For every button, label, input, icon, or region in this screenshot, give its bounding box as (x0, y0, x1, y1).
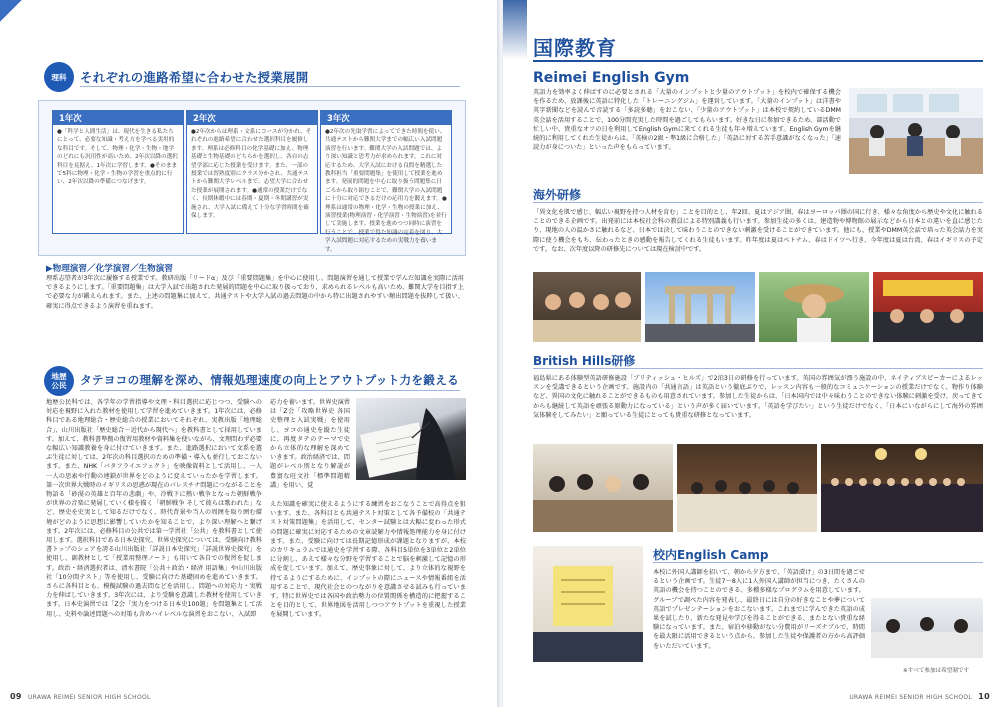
photo-hills-1 (533, 444, 673, 532)
classroom-group-illustration (533, 444, 673, 532)
exercise-heading: ▶物理演習／化学演習／生物演習 (46, 264, 173, 274)
civics-label: 地歴 公民 (44, 366, 74, 396)
year-heading: 1年次 (53, 111, 183, 125)
gym-text: 英語力を効率よく伸ばすのに必要とされる「大量のインプットと少量のアウトプット」を校内で確保する機会を作るため、放課後に英語に特化した「トレーニングジム」を運営しています。「大量のインプット」は洋書や英字新聞などを読んで音読する「多読多聴」をおこない、「少量のアウトプット」は本校で契約しているDMM英会話を活用することで、100分間充実した時間を過ごしてもらいます。好きな日に参加できるため、部活動で忙しい中、貴重なオフの日を利用してEnglish Gymに来てくれる生徒も年々増えています。English Gymを継続的に利用してくれた生徒からは、「英検の2級・準1級に合格した」「英語に対する苦手意識がなくなった」「速読力が身についた」といった声をもらっています。 (533, 89, 841, 152)
photo-gym (849, 88, 983, 174)
camp-text: 本校に外国人講師を招いて、朝から夕方まで、「英語漬け」の3日間を過ごせるという企画です。生徒7～8人に1人外国人講師が担当につき、たくさんの英語の機会を持つことのできる、多種多様なプログラムを用意しています。グループで調べた内容を発表し、最終日には自分の好きなことや夢について英語でプレゼンテーションをおこないます。これまでに学んできた英語の成果を試したり、新たな発見や学びを得ることができる、またとない貴重な経験になっています。また、宿泊や移動がない分費用がリーズナブルで、時間を最大限に活用できるという点から、参加した生徒や保護者の方から高評価をいただいています。 (653, 569, 865, 650)
year-text: ●2年次からは理系・文系にコースが分かれ、それぞれの進路希望に合わせた選択科目を履修します。理系は必修科目の化学基礎に加え、物理基礎と生物基礎のどちらかを選択し、各自の志望学部に応じた授業を受けます。また、一部の授業では習熟度別にクラス分かされ、共通テストから難関大学レベルまで、志望大学に合わせた授業が展開されます。●通常の授業だけでなく、長期休暇中には春期・夏期・冬期講習が実施され、大学入試に備えて十分な学習時間を確保します。 (191, 129, 312, 220)
photo-hills-3 (821, 444, 983, 532)
year-heading: 2年次 (187, 111, 317, 125)
portrait-illustration (759, 272, 869, 342)
workshop-illustration (871, 598, 983, 658)
photo-abroad-2 (645, 272, 755, 342)
left-footer (10, 692, 151, 701)
science-title-underline (80, 86, 460, 87)
year-text: ●2年次の先取学習によってできた時間を使い、共通テストから難関大学までの幅広い入試問題演習を行います。難関大学の入試問題では、より深い知識と思考力が求められます。これに対応するため、大学入試における良問を精選した教科担当「重要問題集」を使用して授業を進めます。発展的問題を中心に取り扱う問題集に日ごろから取り組むことで、難関大学の入試問題に十分に対応できるだけの応用力を鍛えます。●理系は通常の物理・化学・生物の授業に加え、演習授業(物理演習・化学演習・生物演習)を並行して実施します。授業を進めつつ同時に演習を行うことで、授業で得た知識の定着を図り、大学入試問題に対応するための実戦力を養います。 (325, 129, 447, 253)
classroom-illustration (849, 88, 983, 174)
group-photo-hall-illustration (821, 444, 983, 532)
right-page-number: 10 (978, 692, 990, 701)
civics-column-2b: えた知識を確実に使えるようにする練習をおこなうことで高得点を狙います。また、各科目とも共通テスト対策として各予備校の「共通テスト対策問題集」を活用して、センター試験とは大幅に変わった形式の問題に確実に対応するための文章読解力や情報処理能力を身に付けます。また、受験に向けては長期記憶形成が課題となりますが、本校のカリキュラムでは通史を学習する際、各科目5単位を3単位と2単位に分割し、あえて様々な分野を学習することで脳を刺激して記憶の形成を促しています。加えて、歴史事象に対して、より立体的な視野を持てるようにするために、インプットの際にニュースや情報番組を活用することで、現代社会とのつながりを意識させる試みも行っています。特に世界史では各国や政治勢力の位置関係を構造的に把握することを目的として、世界地図を活用しつつアウトプットを重視した授業を展開しています。 (270, 501, 466, 619)
civics-column-1: 地歴公民科では、各学年の学習指導や文理・科目選択に応じつつ、受験への対応を視野に入れた教材を使用して学習を進めていきます。1年次には、必修科目である地理総合・歴史総合の授業においてそれぞれ、実教出版「地理総合」、山川出版社「歴史総合－近代から現代へ」を教科書として採用しています。加えて、教科書準拠の復習用教材や資料集を使いながら、文理問わず必要な幅広い知識教養を身に付けていきます。また、進路選択において文系を選ぶ生徒に対しては、2年次の科目選択のための準備・導入も並行しておこないます。また、NHK「バタフライエフェクト」を映像資料として活用し、一人一人の思索や行動の連鎖が世界をどのように変えていったかを学習します。第一次世界大戦時のイギリスの思惑が現在のパレスチナ問題につながることを物語る「砂漠の英雄と百年の悲劇」や、冷戦下に熱い戦争となった朝鮮戦争が世界の音楽に発展していく様を描く「朝鮮戦争 そして彼らは歌われた」など、歴史を史実として知るだけでなく、時代背景や当人の周囲を取り囲む環境がどのように思想に影響していたかを知ることで、より深い理解へと繋げます。2年次には、必修科目の公共では第一学習社「公共」を教科書として使用します。選択科目である日本史探究、世界史探究については、受験向け教科書トップのシェアを誇る山川出版社「詳説日本史探究」「詳説世界史探究」を使用し、副教材として「授業用整理ノート」も用いて各自での復習を促します。政治・経済選択者は、清水書院「公共＋政治・経済 用語集」や山川出版社「10分間テスト」等を使用し、受験に向けた基礎固めを進めていきます。さらに各科目とも、模擬試験の過去問などを活用し、問題への対応力・実戦力を伸ばしていきます。3年次には、より受験を意識した教材を使用していきます。日本史演習では「Z会「実力をつける日本史100題」を問題集として活用し、史料や論述問題への対策も含めハイレベルな演習をおこない、入試即 (46, 399, 262, 618)
year-box-2 (186, 110, 318, 234)
photo-abroad-1 (533, 272, 641, 342)
abroad-heading: 海外研修 (533, 188, 582, 202)
photo-abroad-4 (873, 272, 983, 342)
hills-text: 福島県にある体験型英語研修施設「ブリティッシュ・ヒルズ」で2泊3日の研修を行っています。英国の雰囲気が漂う施設の中、ネイティブスピーカーによるレッスンを受講できるという企画です。施設内の「共通言語」は英語という徹底ぶりで、レッスン内容も一般的なコミュニケーションの授業だけでなく、物作り体験など、異国の文化に触れることができるものも用意されています。参加した生徒からは、「日本国内では中々味わうことのできない体験に刺激を受け、戻ってきてからも継続して英語を頑張る原動力になっている」という声が多く届いています。「英語を学びたい」という生徒だけでなく、「日本にいながらにして海外の雰囲気体験をしてみたい」と願っている生徒にとっても貴重な研修となっています。 (533, 375, 983, 419)
left-page (0, 0, 499, 707)
group-photo-illustration (533, 272, 641, 342)
hills-underline (533, 368, 983, 369)
international-title: 国際教育 (533, 36, 617, 60)
hills-heading: British Hills研修 (533, 354, 636, 368)
right-footer (849, 692, 990, 701)
gym-heading: Reimei English Gym (533, 70, 690, 86)
exercise-text: 理系志望者が3年次に履修する授業です。教研出版「リードα」及び「重要問題集」を中心に使用し、問題演習を通して授業で学んだ知識を実際に活用できるようにします。「重要問題集」は大学入試で出題された発展的問題を中心に取り扱っており、求められるレベルも高いため、難関大学を目指す上で必要な力が鍛えられます。また、上述の問題集に加えて、共通テストや大学入試の過去問題の中から特に出題されやすい頻出問題を抜粋して扱い、確実に得点できるよう演習を重ねます。 (46, 275, 464, 310)
presentation-illustration (533, 546, 643, 662)
photo-hills-2 (677, 444, 817, 532)
science-label: 理科 (44, 62, 74, 92)
camp-underline (653, 562, 983, 563)
photo-camp-1 (533, 546, 643, 662)
photo-writing (356, 398, 466, 480)
gate-illustration (645, 272, 755, 342)
corner-accent (0, 0, 22, 22)
left-school-name: URAWA REIMEI SENIOR HIGH SCHOOL (27, 694, 151, 701)
abroad-text: 「異文化を肌で感じ、幅広い視野を持つ人材を育む」ことを目的とし、年2回、夏はアジア圏、春はヨーロッパ圏の国に行き、様々な角度から歴史や文化に触れることのできる企画です。出発前には本校社会科の教員による特別講義も行います。参加生徒の多くは、建造物や博物館の展示などから日本との違いを直に感じたり、現地の人の温かさに触れるなど、日本では決して味わうことのできない刺激を受けることができています。他にも、授業やDMM英会話で培った英会話力を実際に使う機会をもち、伝わったときの感動を報告してくれる生徒もいます。昨年度は夏はベトナム、春はドイツへ行き、今年度は夏は台湾、春はイギリスの予定です。なお、次年度以降の研修先については現在検討中です。 (533, 209, 983, 253)
camp-heading: 校内English Camp (653, 548, 769, 562)
dining-hall-illustration (677, 444, 817, 532)
photo-abroad-3 (759, 272, 869, 342)
right-corner-accent (503, 0, 527, 60)
year-heading: 3年次 (321, 111, 451, 125)
civics-title: タテヨコの理解を深め、情報処理速度の向上とアウトプット力を鍛える (80, 373, 459, 387)
right-school-name: URAWA REIMEI SENIOR HIGH SCHOOL (849, 694, 973, 701)
left-page-number: 09 (10, 692, 22, 701)
storefront-illustration (873, 272, 983, 342)
science-title: それぞれの進路希望に合わせた授業展開 (80, 70, 309, 85)
year-box-3 (320, 110, 452, 253)
year-text: ●「科学と人間生活」は、現代を生きる私たちにとって、必要な知識・考え方を学べる実用的な科目です。そして、物理・化学・生物・地学のどれにも汎用性が高いため、2年次以降の選択科目を見据え、1年次に学習します。●そのままで5科に物理・化学・生物の学習を重点的に行い、2年次以降の準備につなげます。 (57, 129, 178, 186)
civics-column-2: 応力を養います。世界史演習は「Z会「攻略世界史 各国史整理と入試実戦」を使用し、ヨコの通史を縦た生徒に、再度タテのテーマで史から立体的な理解を深めていきます。政治経済では、問題がレベル別となり解説が豊富な旺文社「標準問題精講」を用い、覚 (270, 399, 350, 489)
right-page (503, 0, 1000, 707)
camp-note: ※すべて参加は希望制です (903, 668, 970, 674)
title-underline (533, 60, 983, 62)
year-box-1 (52, 110, 184, 234)
civics-title-underline (80, 390, 460, 391)
abroad-underline (533, 202, 983, 203)
writing-illustration (356, 398, 466, 480)
photo-camp-2 (871, 598, 983, 658)
